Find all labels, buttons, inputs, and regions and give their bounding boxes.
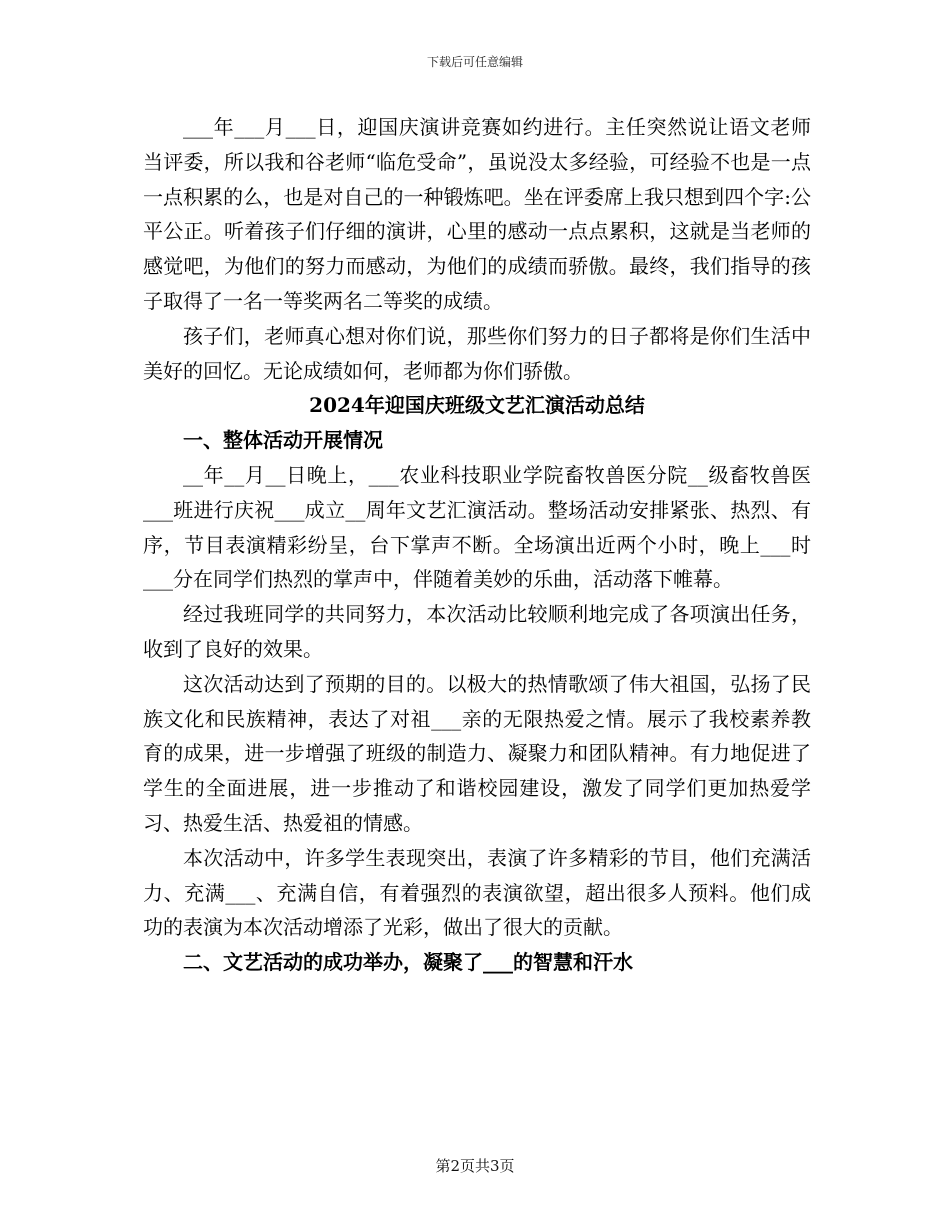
- section-heading: 二、文艺活动的成功举办，凝聚了___的智慧和汗水: [183, 950, 633, 975]
- document-body: [143, 110, 811, 980]
- body-paragraph: 孩子们，老师真心想对你们说，那些你们努力的日子都将是你们生活中美好的回忆。无论成绩如何，老师都为你们骄傲。: [143, 323, 811, 383]
- body-paragraph: 这次活动达到了预期的目的。以极大的热情歌颂了伟大祖国，弘扬了民族文化和民族精神，表达了对祖___亲的无限热爱之情。展示了我校素养教育的成果，进一步增强了班级的制造力、凝聚力和团队精神。有力地促进了学生的全面进展，进一步推动了和谐校园建设，激发了同学们更加热爱学习、热爱生活、热爱祖的情感。: [143, 671, 811, 835]
- body-paragraph: ___年___月___日，迎国庆演讲竞赛如约进行。主任突然说让语文老师当评委，所以我和谷老师“临危受命”，虽说没太多经验，可经验不也是一点一点积累的么，也是对自己的一种锻炼吧。坐在评委席上我只想到四个字:公平公正。听着孩子们仔细的演讲，心里的感动一点点累积，这就是当老师的感觉吧，为他们的努力而感动，为他们的成绩而骄傲。最终，我们指导的孩子取得了一名一等奖两名二等奖的成绩。: [143, 115, 811, 313]
- body-paragraph: 本次活动中，许多学生表现突出，表演了许多精彩的节目，他们充满活力、充满___、充满自信，有着强烈的表演欲望，超出很多人预料。他们成功的表演为本次活动增添了光彩，做出了很大的贡献。: [143, 845, 811, 940]
- page-footer: 第2页共3页: [435, 1157, 515, 1175]
- body-paragraph: 经过我班同学的共同努力，本次活动比较顺利地完成了各项演出任务，收到了良好的效果。: [143, 602, 811, 661]
- document-title: 2024年迎国庆班级文艺汇演活动总结: [309, 393, 645, 418]
- page-header: 下载后可任意编辑: [426, 55, 523, 69]
- body-paragraph: __年__月__日晚上，___农业科技职业学院畜牧兽医分院__级畜牧兽医___班进行庆祝___成立__周年文艺汇演活动。整场活动安排紧张、热烈、有序，节目表演精彩纷呈，台下掌声不断。全场演出近两个小时，晚上___时___分在同学们热烈的掌声中，伴随着美妙的乐曲，活动落下帷幕。: [143, 462, 811, 592]
- section-heading: 一、整体活动开展情况: [183, 428, 383, 453]
